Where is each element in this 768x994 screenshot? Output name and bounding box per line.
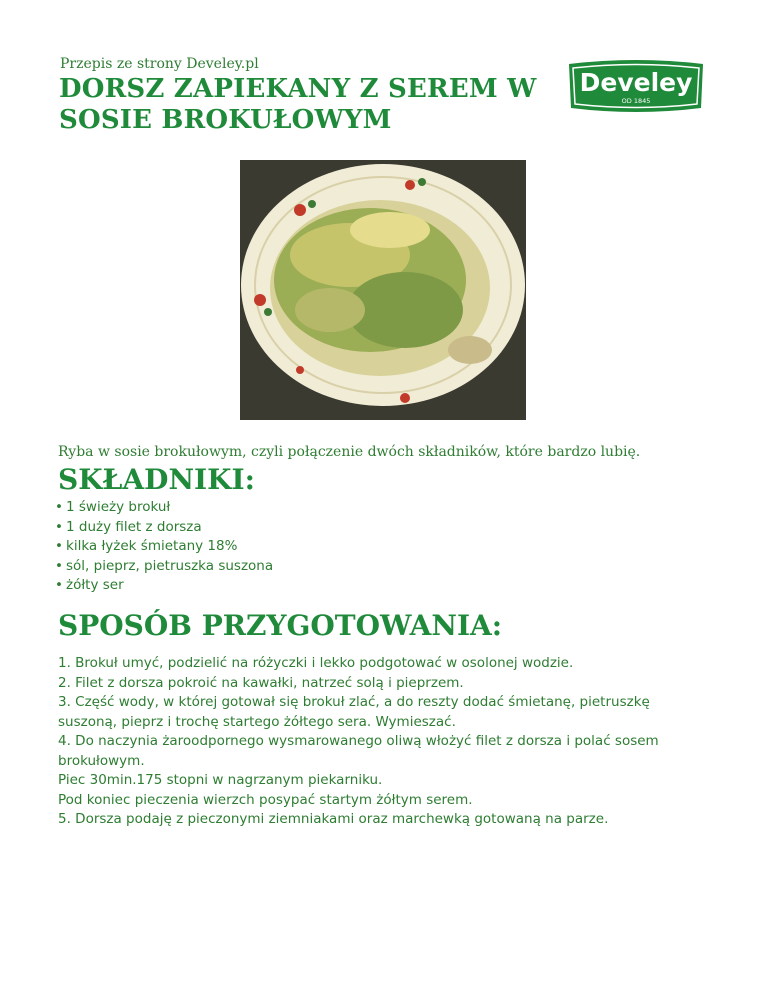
logo-tagline: OD 1845 [621,97,651,105]
method-step: 5. Dorsza podaję z pieczonymi ziemniakami oraz marchewką gotowaną na parze. [58,811,609,827]
develey-logo[interactable] [563,58,709,114]
method-step: 4. Do naczynia żaroodpornego wysmarowanego oliwą włożyć filet z dorsza i polać sosem brokułowym. [58,733,659,769]
recipe-title: DORSZ ZAPIEKANY Z SEREM W SOSIE BROKUŁOWYM [59,74,537,135]
dish-photo [240,160,526,420]
method-steps [58,654,708,830]
method-step: 2. Filet z dorsza pokroić na kawałki, natrzeć solą i pieprzem. [58,674,464,691]
method-heading: SPOSÓB PRZYGOTOWANIA: [58,609,503,642]
ingredients-list [52,498,273,596]
recipe-intro: Ryba w sosie brokułowym, czyli połączenie dwóch składników, które bardzo lubię. [58,444,641,460]
method-step: Pod koniec pieczenia wierzch posypać startym żółtym serem. [58,791,473,808]
list-item: • kilka łyżek śmietany 18% [66,537,273,557]
list-item: • żółty ser [66,576,273,596]
source-line: Przepis ze strony Develey.pl [60,56,259,72]
method-step: 3. Część wody, w której gotował się brokuł zlać, a do reszty dodać śmietanę, pietruszkę suszoną, pieprz i trochę startego żółtego sera. Wymieszać. [58,694,650,730]
list-item: • sól, pieprz, pietruszka suszona [66,557,273,577]
list-item: • 1 świeży brokuł [66,498,273,518]
list-item: • 1 duży filet z dorsza [66,518,273,538]
logo-wordmark: Develey [579,68,693,97]
ingredients-heading: SKŁADNIKI: [58,463,255,496]
method-step: 1. Brokuł umyć, podzielić na różyczki i lekko podgotować w osolonej wodzie. [58,655,574,671]
method-step: Piec 30min.175 stopni w nagrzanym piekarniku. [58,772,383,788]
